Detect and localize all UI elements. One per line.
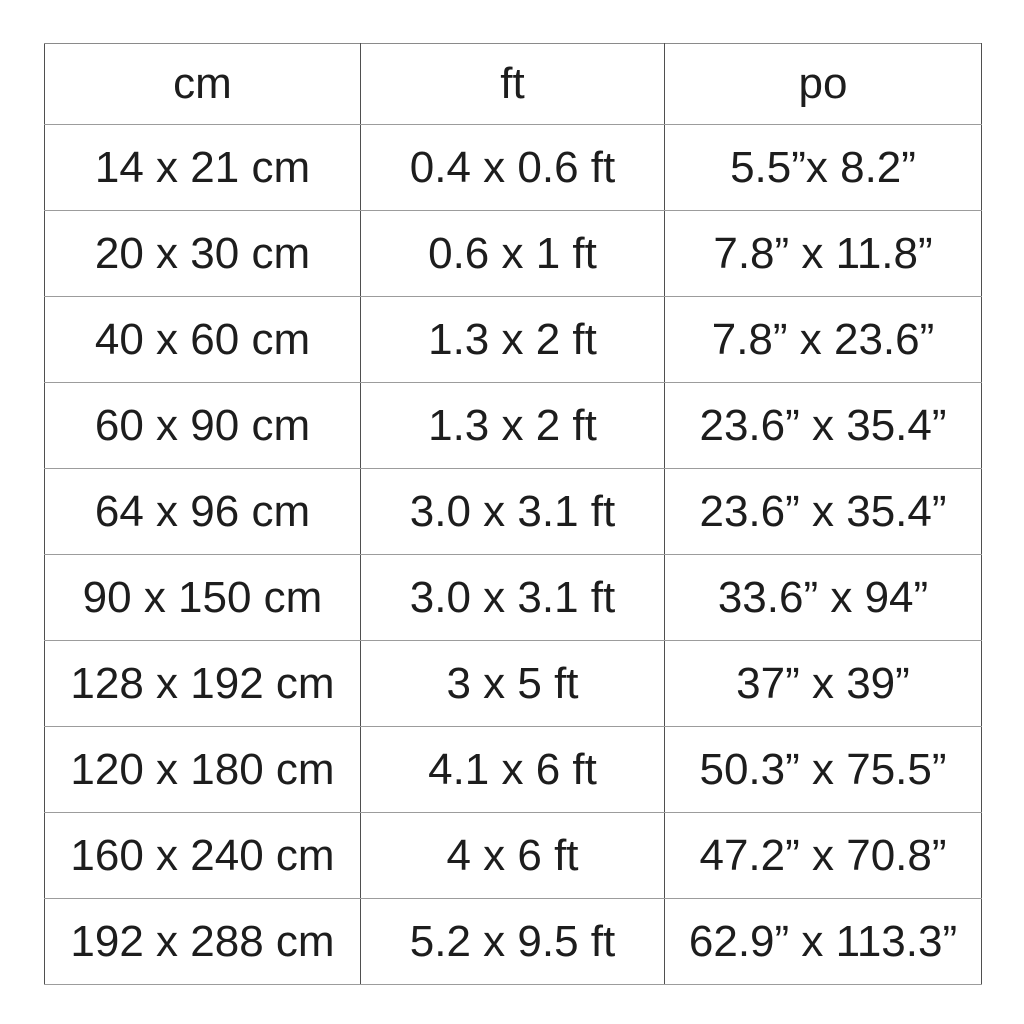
column-header-ft: ft <box>361 44 665 125</box>
table-cell-ft: 1.3 x 2 ft <box>361 383 665 469</box>
table-cell-cm: 60 x 90 cm <box>45 383 361 469</box>
table-cell-po: 37” x 39” <box>665 641 982 727</box>
table-cell-ft: 3.0 x 3.1 ft <box>361 469 665 555</box>
table-cell-ft: 0.4 x 0.6 ft <box>361 125 665 211</box>
table-cell-ft: 4.1 x 6 ft <box>361 727 665 813</box>
table-cell-ft: 3.0 x 3.1 ft <box>361 555 665 641</box>
size-conversion-table <box>44 43 982 985</box>
table-row <box>45 469 982 555</box>
table-cell-po: 50.3” x 75.5” <box>665 727 982 813</box>
table-cell-ft: 0.6 x 1 ft <box>361 211 665 297</box>
table-cell-cm: 40 x 60 cm <box>45 297 361 383</box>
table-cell-po: 23.6” x 35.4” <box>665 469 982 555</box>
table-cell-ft: 3 x 5 ft <box>361 641 665 727</box>
table-cell-cm: 192 x 288 cm <box>45 899 361 985</box>
table-row <box>45 211 982 297</box>
table-cell-ft: 1.3 x 2 ft <box>361 297 665 383</box>
table-cell-cm: 90 x 150 cm <box>45 555 361 641</box>
table-cell-cm: 160 x 240 cm <box>45 813 361 899</box>
table-row <box>45 727 982 813</box>
table-cell-po: 62.9” x 113.3” <box>665 899 982 985</box>
table-row <box>45 297 982 383</box>
table-cell-cm: 64 x 96 cm <box>45 469 361 555</box>
table-cell-cm: 14 x 21 cm <box>45 125 361 211</box>
table-cell-cm: 120 x 180 cm <box>45 727 361 813</box>
table-cell-po: 5.5”x 8.2” <box>665 125 982 211</box>
table-cell-po: 23.6” x 35.4” <box>665 383 982 469</box>
column-header-po: po <box>665 44 982 125</box>
table-cell-po: 7.8” x 11.8” <box>665 211 982 297</box>
column-header-cm: cm <box>45 44 361 125</box>
table-cell-po: 33.6” x 94” <box>665 555 982 641</box>
table-row <box>45 641 982 727</box>
table-row <box>45 383 982 469</box>
table-cell-cm: 128 x 192 cm <box>45 641 361 727</box>
table-cell-po: 47.2” x 70.8” <box>665 813 982 899</box>
table-cell-cm: 20 x 30 cm <box>45 211 361 297</box>
table-row <box>45 555 982 641</box>
table-cell-po: 7.8” x 23.6” <box>665 297 982 383</box>
table-header-row <box>45 44 982 125</box>
table-row <box>45 125 982 211</box>
table-cell-ft: 5.2 x 9.5 ft <box>361 899 665 985</box>
table-cell-ft: 4 x 6 ft <box>361 813 665 899</box>
table-body <box>45 125 982 985</box>
table-row <box>45 899 982 985</box>
table-row <box>45 813 982 899</box>
